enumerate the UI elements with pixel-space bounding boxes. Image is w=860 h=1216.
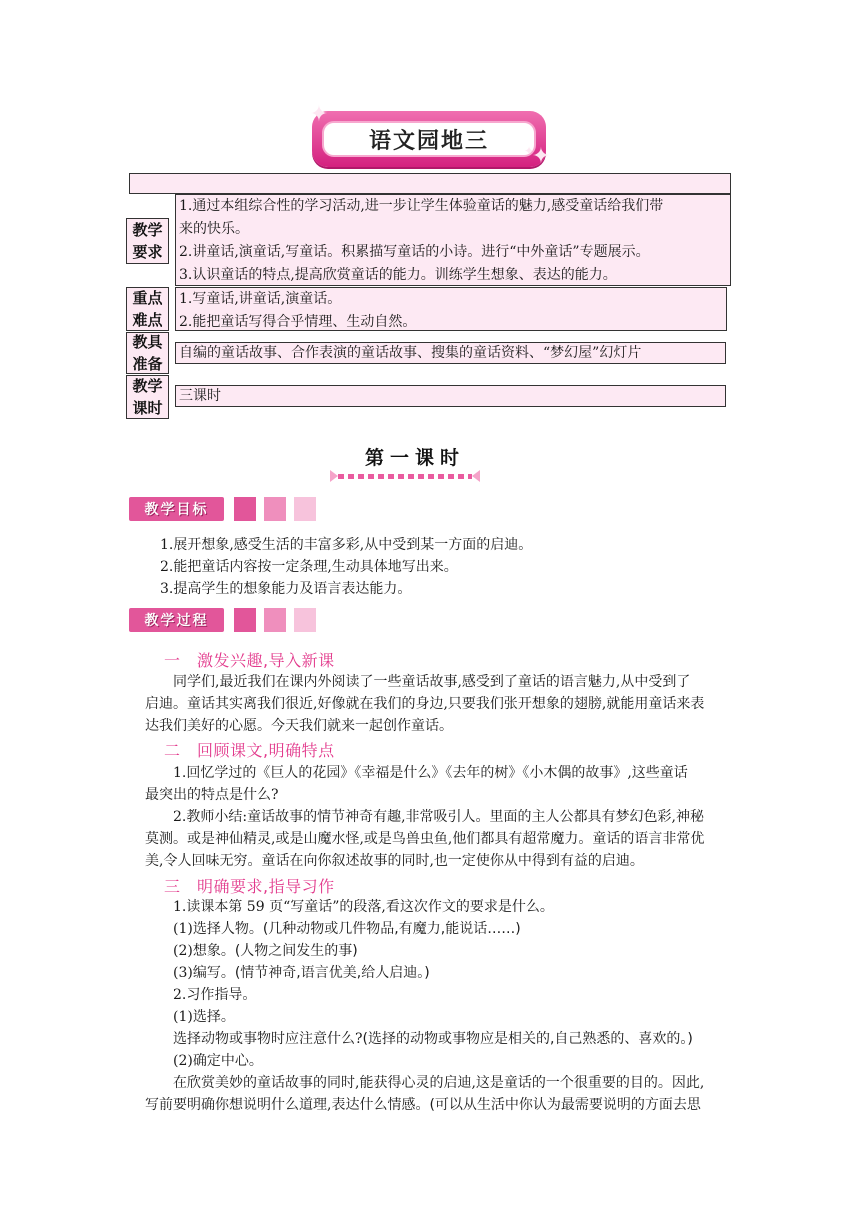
key-points-label: 重点 难点 <box>126 287 169 331</box>
objective-2: 2.能把童话内容按一定条理,生动具体地写出来。 <box>160 559 458 575</box>
star-icon: ✦ <box>523 144 535 158</box>
page-title: 语文园地三 <box>322 121 536 157</box>
step2-heading: 二 回顾课文,明确特点 <box>164 741 335 760</box>
step1-body: 同学们,最近我们在课内外阅读了一些童话故事,感受到了童话的语言魅力,从中受到了 启迪。童话其实离我们很近,好像就在我们的身边,只要我们张开想象的翅膀,就能用童话来表 达我们美好的心愿。今天我们就来一起创作童话。 <box>145 674 705 734</box>
dotted-bar <box>338 474 472 479</box>
bar-right-arrow <box>472 470 480 482</box>
tag-square <box>264 497 286 521</box>
objectives-tag: 教学目标 <box>129 497 224 521</box>
step3-heading: 三 明确要求,指导习作 <box>164 877 335 896</box>
star-icon: ✦ <box>309 102 329 127</box>
tools-cell: 自编的童话故事、合作表演的童话故事、搜集的童话资料、“梦幻屋”幻灯片 <box>175 342 726 364</box>
goals-label: 教学 要求 <box>126 218 169 264</box>
step2-body: 1.回忆学过的《巨人的花园》《幸福是什么》《去年的树》《小木偶的故事》,这些童话 最突出的特点是什么? 2.教师小结:童话故事的情节神奇有趣,非常吸引人。里面的主人公都具有梦幻色彩,神秘 莫测。或是神仙精灵,或是山魔水怪,或是鸟兽虫鱼,他们都具有超常魔力。童话的语言非常优 美,令人回味无穷。童话在向你叙述故事的同时,也一定使你从中得到有益的启迪。 <box>145 765 705 869</box>
goals-cell: 1.通过本组综合性的学习活动,进一步让学生体验童话的魅力,感受童话给我们带 来的快乐。 2.讲童话,演童话,写童话。积累描写童话的小诗。进行“中外童话”专题展示。 3.认识童话的特点,提高欣赏童话的能力。训练学生想象、表达的能力。 <box>175 194 731 286</box>
key-points-cell: 1.写童话,讲童话,演童话。 2.能把童话写得合乎情理、生动自然。 <box>175 287 727 331</box>
tag-square <box>264 608 286 632</box>
lesson-title: 第一课时 <box>364 447 465 469</box>
tag-square <box>294 497 316 521</box>
step1-heading: 一 激发兴趣,导入新课 <box>164 651 335 670</box>
hours-cell: 三课时 <box>175 385 726 407</box>
tools-label: 教具 准备 <box>126 332 169 374</box>
objective-3: 3.提高学生的想象能力及语言表达能力。 <box>160 581 412 597</box>
step3-body: 1.读课本第 59 页“写童话”的段落,看这次作文的要求是什么。 (1)选择人物。(几种动物或几件物品,有魔力,能说话……) (2)想象。(人物之间发生的事) (3)编写。(情节神奇,语言优美,给人启迪。) 2.习作指导。 (1)选择。 选择动物或事物时应注意什么?(选择的动物或事物应是相关的,自己熟悉的、喜欢的。) (2)确定中心。 在欣赏美妙的童话故事的同时,能获得心灵的启迪,这是童话的一个很重要的目的。因此, 写前要明确你想说明什么道理,表达什么情感。(可以从生活中你认为最需要说明的方面去思 <box>145 899 705 1113</box>
tag-square <box>234 497 256 521</box>
process-tag: 教学过程 <box>129 608 224 632</box>
tag-square <box>294 608 316 632</box>
hours-label: 教学 课时 <box>126 375 169 419</box>
table-header-strip <box>129 173 731 194</box>
objective-1: 1.展开想象,感受生活的丰富多彩,从中受到某一方面的启迪。 <box>160 537 533 553</box>
star-icon: ✦ <box>531 144 551 169</box>
bar-left-arrow <box>330 470 338 482</box>
tag-square <box>234 608 256 632</box>
